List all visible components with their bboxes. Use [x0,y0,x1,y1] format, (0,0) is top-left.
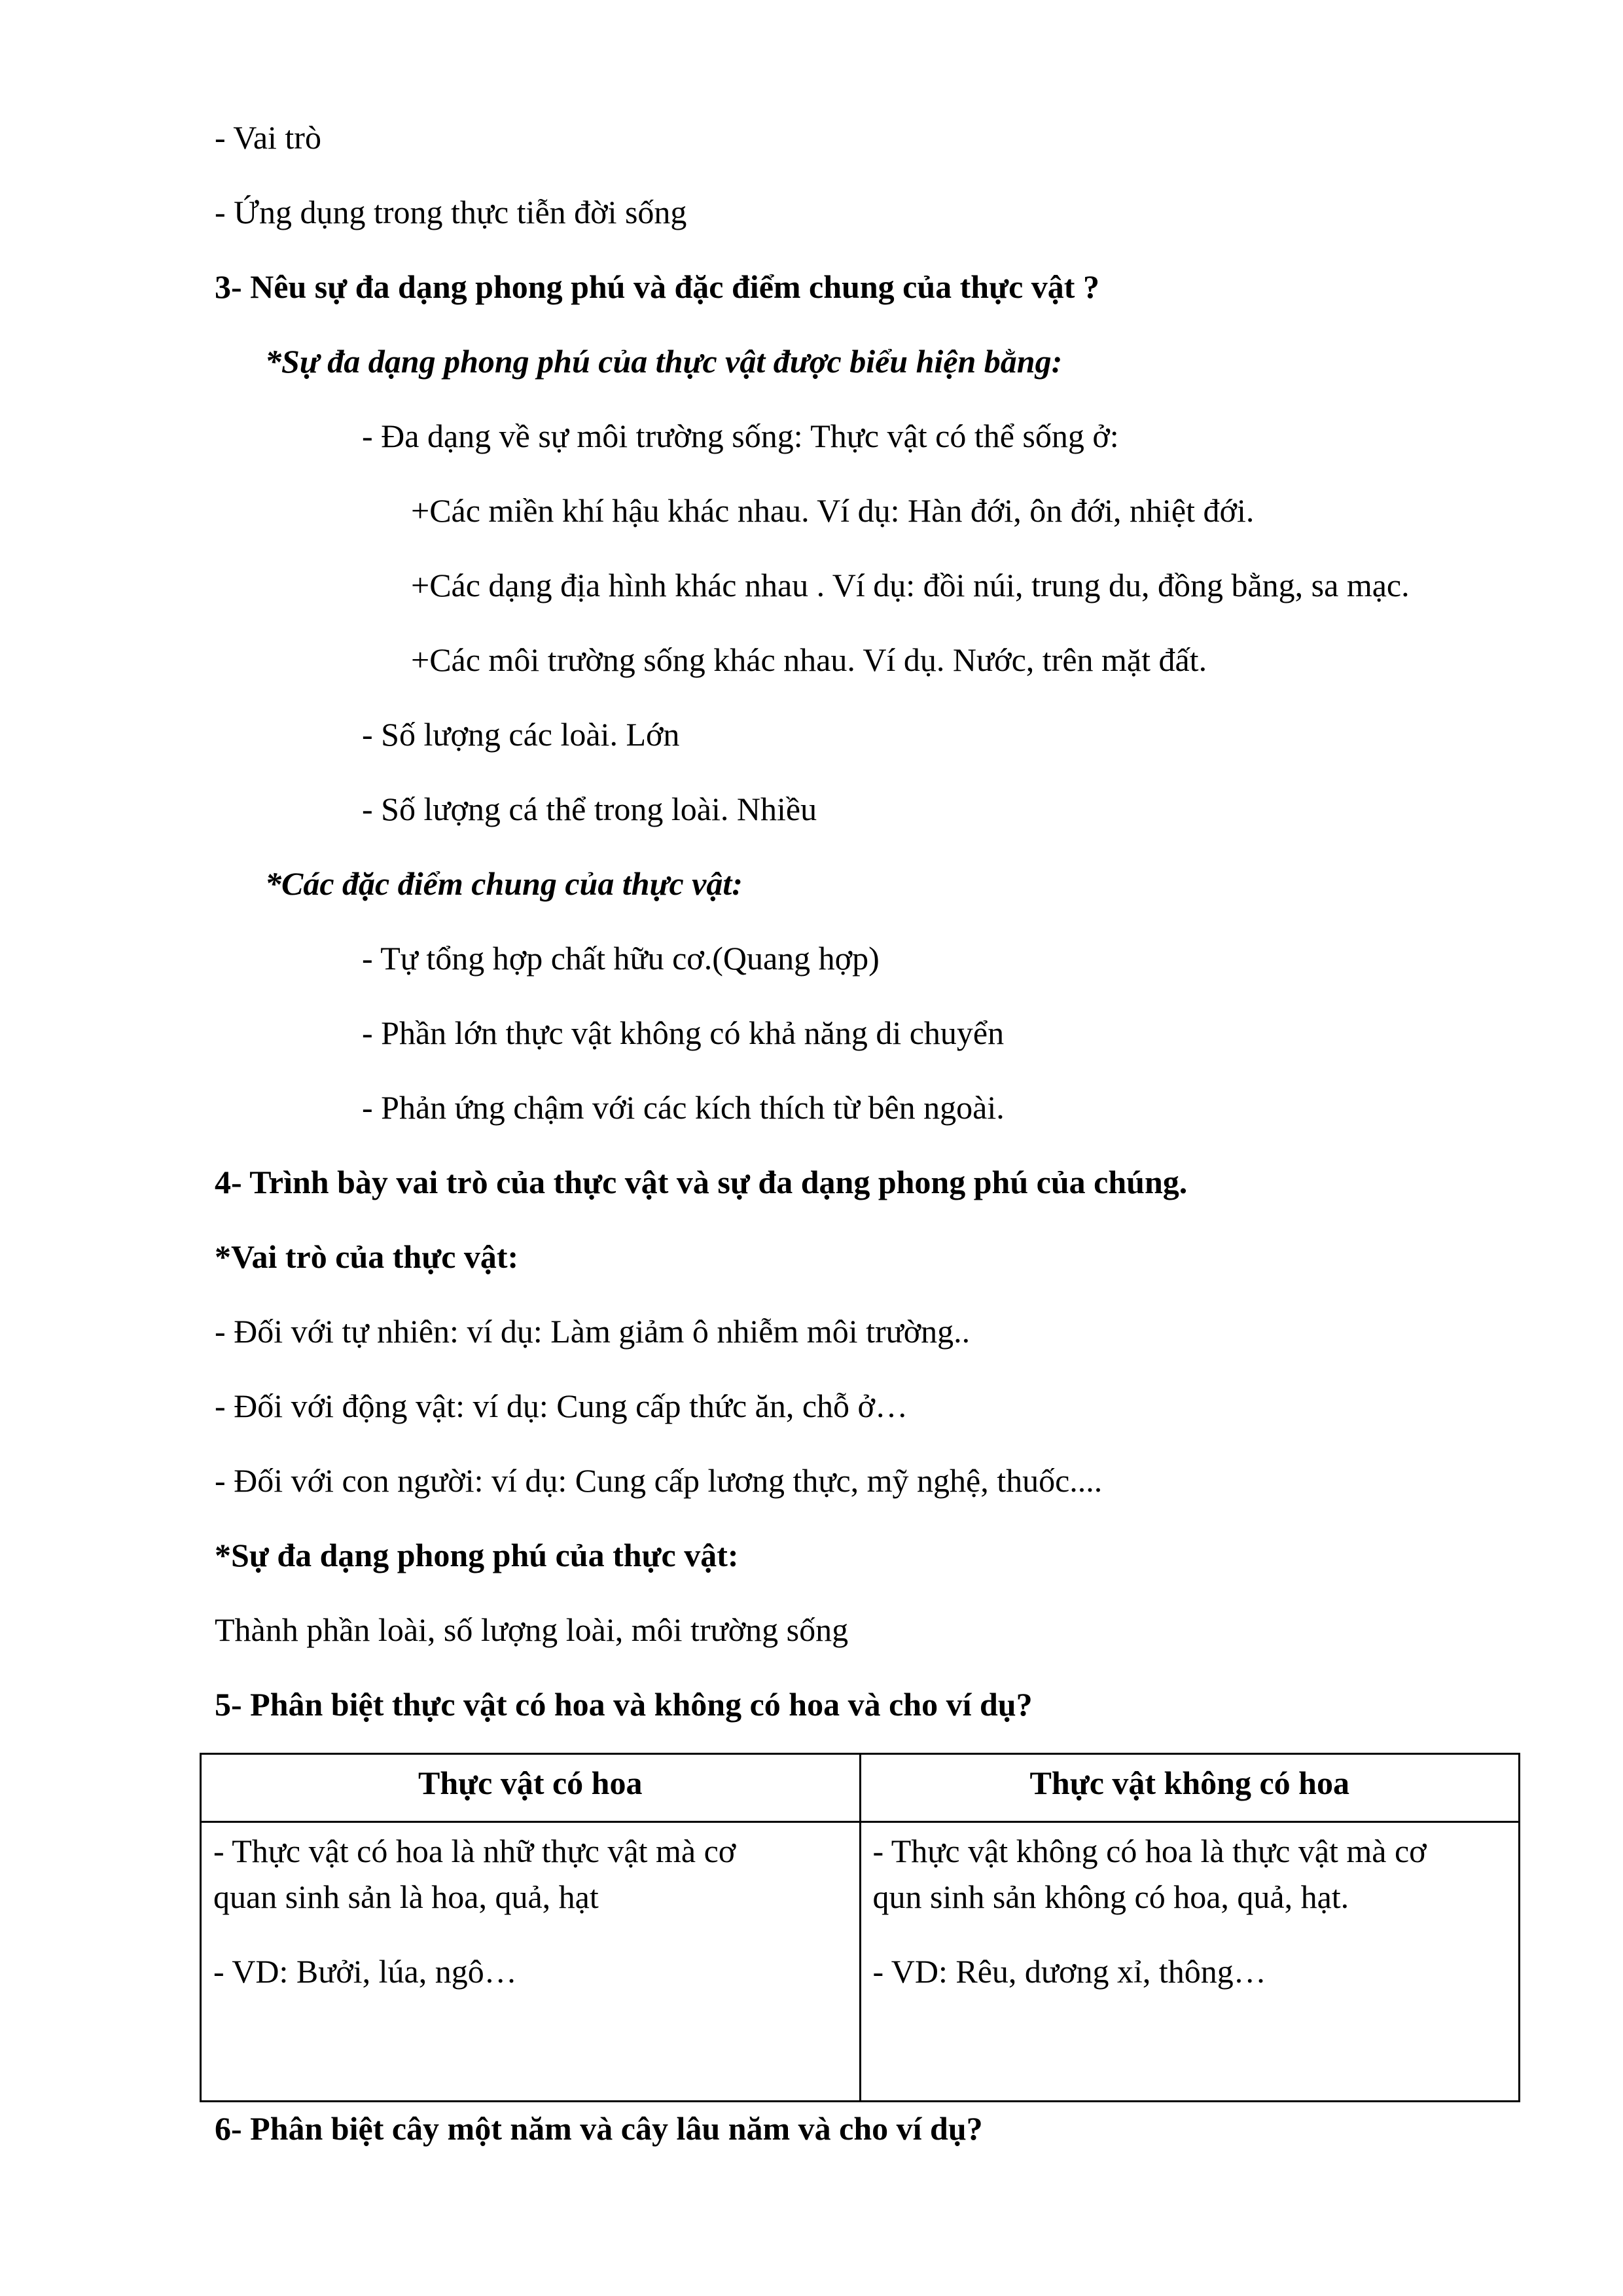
cell-flowering-plants [201,1822,861,2102]
comparison-table [200,1753,1520,2102]
text-line: - Phần lớn thực vật không có khả năng di chuyển [362,1014,1005,1051]
text-line: +Các môi trường sống khác nhau. Ví dụ. Nước, trên mặt đất. [411,641,1207,678]
subheading-role: *Vai trò của thực vật: [215,1238,519,1275]
text-line: +Các dạng địa hình khác nhau . Ví dụ: đồi núi, trung du, đồng bằng, sa mạc. [411,567,1410,603]
subheading-diversity-2: *Sự đa dạng phong phú của thực vật: [215,1537,739,1573]
text-line: - Tự tổng hợp chất hữu cơ.(Quang hợp) [362,940,880,977]
cell-example: - VD: Rêu, dương xỉ, thông… [872,1953,1266,1990]
text-line: Thành phần loài, số lượng loài, môi trường sống [215,1611,849,1648]
header-non-flowering-plants: Thực vật không có hoa [860,1754,1520,1822]
header-flowering-plants: Thực vật có hoa [201,1754,861,1822]
cell-non-flowering-plants [860,1822,1520,2102]
question-5-heading: 5- Phân biệt thực vật có hoa và không có hoa và cho ví dụ? [215,1686,1033,1723]
text-line: +Các miền khí hậu khác nhau. Ví dụ: Hàn đới, ôn đới, nhiệt đới. [411,492,1255,529]
text-line: - Ứng dụng trong thực tiễn đời sống [215,194,687,230]
text-line: - Số lượng cá thể trong loài. Nhiều [362,791,817,827]
text-line: - Vai trò [215,119,321,156]
text-line: - Đa dạng về sự môi trường sống: Thực vật có thể sống ở: [362,418,1119,454]
table-header-row [201,1754,1520,1822]
question-6-heading: 6- Phân biệt cây một năm và cây lâu năm và cho ví dụ? [215,2110,983,2147]
cell-text: qun sinh sản không có hoa, quả, hạt. [872,1878,1349,1915]
cell-example: - VD: Bưởi, lúa, ngô… [213,1953,517,1990]
cell-text: - Thực vật không có hoa là thực vật mà cơ [872,1833,1427,1869]
text-line: - Số lượng các loài. Lớn [362,716,680,753]
subheading-diversity: *Sự đa dạng phong phú của thực vật được biểu hiện bằng: [265,343,1063,380]
cell-text: - Thực vật có hoa là nhữ thực vật mà cơ [213,1833,736,1869]
table-row [201,1822,1520,2102]
text-line: - Phản ứng chậm với các kích thích từ bên ngoài. [362,1089,1005,1126]
question-4-heading: 4- Trình bày vai trò của thực vật và sự đa dạng phong phú của chúng. [215,1164,1188,1200]
text-line: - Đối với con người: ví dụ: Cung cấp lương thực, mỹ nghệ, thuốc.... [215,1462,1103,1499]
text-line: - Đối với tự nhiên: ví dụ: Làm giảm ô nhiễm môi trường.. [215,1313,971,1350]
question-3-heading: 3- Nêu sự đa dạng phong phú và đặc điểm chung của thực vật ? [215,268,1099,305]
subheading-characteristics: *Các đặc điểm chung của thực vật: [265,865,743,902]
text-line: - Đối với động vật: ví dụ: Cung cấp thức ăn, chỗ ở… [215,1388,908,1424]
cell-text: quan sinh sản là hoa, quả, hạt [213,1878,599,1915]
